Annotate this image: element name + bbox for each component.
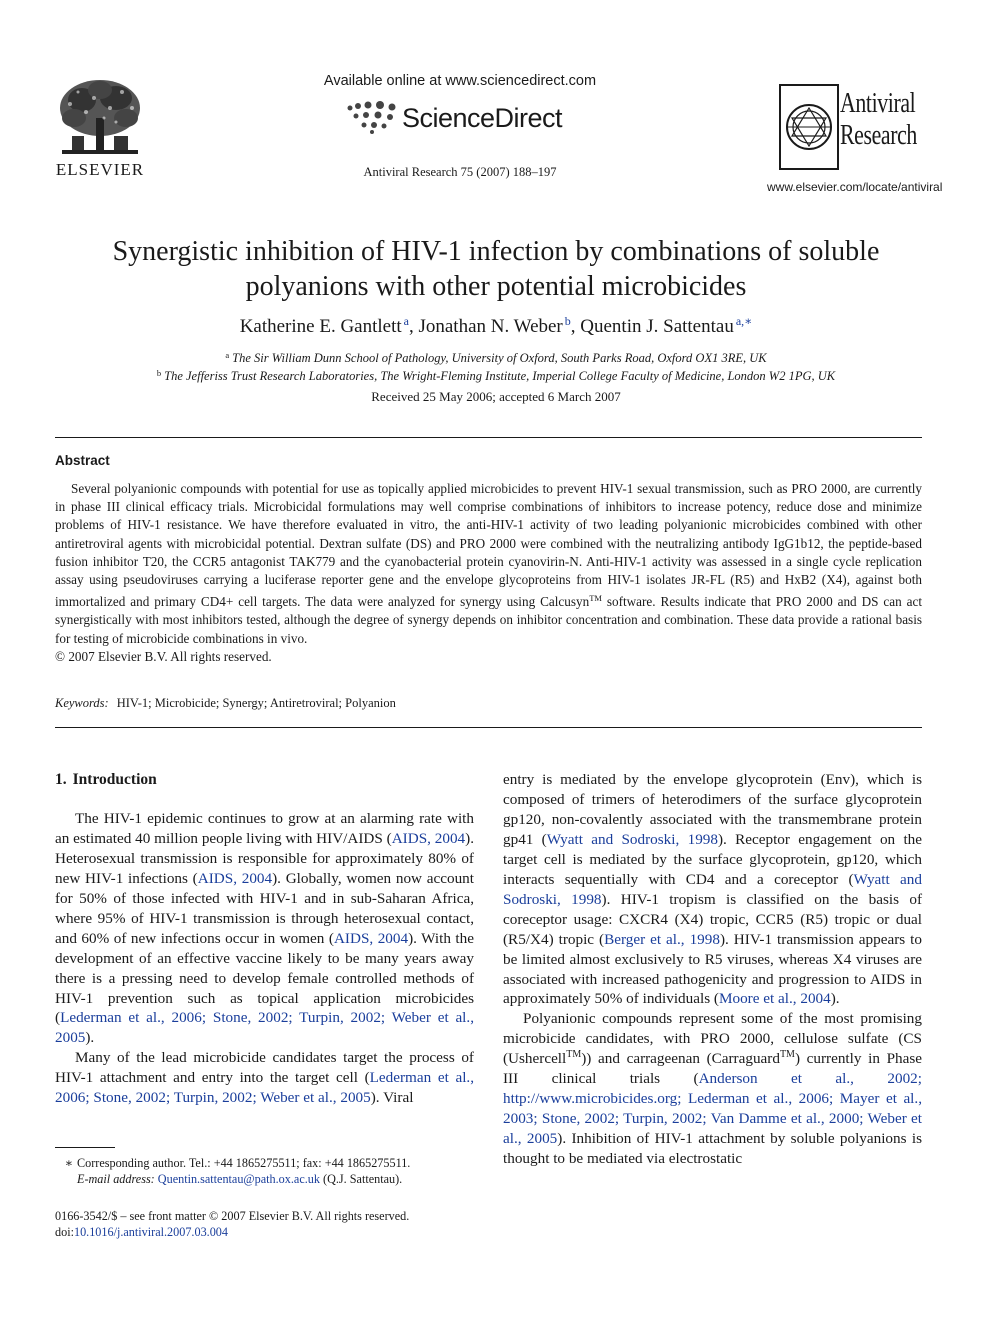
body-text: ). — [85, 1029, 95, 1047]
author-affil-mark[interactable]: a,∗ — [735, 314, 753, 328]
journal-name — [840, 88, 917, 152]
trademark-mark: TM — [589, 593, 602, 604]
body-text: ) currently in Phase III clinical trials ( — [503, 1050, 922, 1088]
journal-name-line1: Antiviral — [840, 88, 916, 119]
body-text: entry is mediated by the envelope glycoprotein (Env), which is composed of trimers of heterodimers of the surface glycoprotein gp120, non-covalently associated with the transmembrane protein gp41 ( — [503, 771, 922, 848]
footnote-line — [55, 1155, 474, 1171]
journal-url[interactable]: www.elsevier.com/locate/antiviral — [767, 180, 943, 194]
journal-citation: Antiviral Research 75 (2007) 188–197 — [363, 165, 557, 179]
citation-link[interactable]: Wyatt and Sodroski, 1998 — [546, 830, 718, 848]
email-link[interactable]: Quentin.sattentau@path.ox.ac.uk — [157, 1172, 320, 1186]
keywords-label: Keywords: — [55, 696, 109, 710]
email-suffix: (Q.J. Sattentau). — [319, 1172, 403, 1186]
body-text: ). — [830, 990, 840, 1008]
abstract-heading: Abstract — [55, 453, 110, 468]
author-affil-mark[interactable]: a — [403, 314, 409, 328]
received-dates: Received 25 May 2006; accepted 6 March 2007 — [371, 389, 621, 404]
available-online-text: Available online at www.sciencedirect.com — [323, 73, 597, 89]
footnote-line — [55, 1171, 474, 1187]
body-text: Polyanionic compounds represent some of the most promising microbicide candidates, with PRO 2000, cellulose sulfate (CS (Ushercell — [503, 1010, 922, 1068]
citation-link[interactable]: AIDS, 2004 — [197, 869, 273, 887]
author-affil-mark[interactable]: b — [564, 314, 571, 328]
citation-link[interactable]: Lederman et al., 2006; Stone, 2002; Turpin, 2002; Weber et al., 2005 — [55, 1009, 474, 1047]
footnote-divider — [55, 1147, 115, 1148]
journal-name-line2: Research — [840, 120, 917, 151]
body-text: ). With the development of an effective vaccine likely to be many years away there is a pressing need to develop female controlled methods of HIV-1 prevention such as topical application microbicides ( — [55, 929, 474, 1027]
citation-link[interactable]: Berger et al., 1998 — [604, 930, 720, 948]
section-heading — [55, 770, 474, 790]
right-column — [503, 770, 922, 1169]
title-line-1: Synergistic inhibition of HIV-1 infection by combinations of soluble — [112, 236, 880, 267]
trademark-mark: TM — [566, 1049, 582, 1061]
journal-emblem-icon — [779, 84, 839, 170]
body-paragraph — [55, 809, 474, 1048]
abstract-copyright: © 2007 Elsevier B.V. All rights reserved. — [55, 648, 272, 664]
author-separator: , — [408, 316, 419, 337]
affiliation — [60, 368, 932, 384]
sciencedirect-name: ScienceDirect — [402, 103, 563, 133]
body-text: ). HIV-1 transmission appears to be limited almost exclusively to R5 viruses, whereas X4 viruses are associated with increased pathogenicity and progression to AIDS in approximately 50% of individuals ( — [503, 930, 922, 1008]
affiliation-text: The Jefferiss Trust Research Laboratories, The Wright-Fleming Institute, Imperial College Faculty of Medicine, London W2 1PG, UK — [164, 369, 836, 383]
footnote-star: ∗ — [64, 1156, 73, 1170]
body-text: Many of the lead microbicide candidates target the process of HIV-1 attachment and entry into the target cell ( — [55, 1049, 474, 1087]
doi-label: doi: — [55, 1225, 74, 1239]
divider — [55, 727, 922, 728]
title-line-2: polyanions with other potential microbicides — [245, 271, 747, 302]
abstract-text: software. Results indicate that PRO 2000 and DS can act synergistically with most inhibitors tested, although the degree of synergy depends on inhibitor concentration and combination. These data provide a rational basis for testing of microbicide combinations in vivo. — [55, 594, 922, 646]
body-text: ). HIV-1 tropism is classified on the basis of coreceptor usage: CXCR4 (X4) tropic, CCR5 (R5) tropic or dual (R5/X4) tropic ( — [503, 890, 923, 948]
email-label: E-mail address: — [77, 1172, 155, 1186]
citation-link[interactable]: AIDS, 2004 — [333, 929, 409, 947]
body-text: ). Receptor engagement on the target cell is mediated by the surface glycoprotein, gp120, which interacts sequentially with CD4 and a coreceptor ( — [503, 830, 922, 888]
body-text: The HIV-1 epidemic continues to grow at an alarming rate with an estimated 40 million people living with HIV/AIDS ( — [55, 809, 474, 847]
citation-link[interactable]: AIDS, 2004 — [391, 829, 466, 847]
author-name: Quentin J. Sattentau — [580, 316, 734, 337]
article-title — [60, 234, 932, 304]
author-name: Jonathan N. Weber — [418, 316, 563, 337]
body-paragraph — [503, 1009, 922, 1169]
left-column — [55, 770, 474, 1108]
affiliation-text: The Sir William Dunn School of Pathology, University of Oxford, South Parks Road, Oxford OX1 3RE, UK — [232, 351, 767, 365]
footnote-contact: Corresponding author. Tel.: +44 1865275511; fax: +44 1865275511. — [77, 1156, 411, 1170]
doi-line — [55, 1224, 409, 1240]
issn-line: 0166-3542/$ – see front matter © 2007 Elsevier B.V. All rights reserved. — [55, 1209, 410, 1223]
body-text: )) and carrageenan (Carraguard — [581, 1050, 780, 1068]
author-list — [60, 314, 932, 338]
body-paragraph — [503, 770, 922, 1009]
author-separator: , — [570, 316, 581, 337]
author-name: Katherine E. Gantlett — [239, 316, 402, 337]
affiliation-mark: b — [156, 368, 162, 378]
section-number: 1. — [55, 771, 67, 788]
citation-link[interactable]: Moore et al., 2004 — [718, 990, 831, 1008]
front-matter — [55, 1208, 409, 1240]
divider — [55, 437, 922, 438]
body-text: ). Globally, women now account for 50% of those infected with HIV-1 and in sub-Saharan Africa, where 95% of HIV-1 transmission is through heterosexual contact, and 60% of new infections occur in women ( — [55, 869, 474, 947]
sciencedirect-dots-icon — [346, 100, 402, 134]
citation-link[interactable]: Wyatt and Sodroski, 1998 — [503, 870, 922, 908]
affiliation — [60, 350, 932, 366]
doi-link[interactable]: 10.1016/j.antiviral.2007.03.004 — [73, 1225, 228, 1239]
section-title: Introduction — [72, 771, 157, 788]
abstract-body — [55, 480, 922, 666]
body-text: ). Heterosexual transmission is responsible for approximately 80% of new HIV-1 infections ( — [55, 829, 474, 887]
body-text: ). Viral — [370, 1089, 414, 1107]
citation-link[interactable]: Anderson et al., 2002; http://www.microbicides.org; Lederman et al., 2006; Mayer et al., 2003; Stone, 2002; Turpin, 2002; Van Damme et al., 2000; Weber et al., 2005 — [503, 1070, 922, 1148]
abstract-paragraph — [55, 480, 922, 648]
abstract-text: Several polyanionic compounds with potential for use as topically applied microbicides to prevent HIV-1 sexual transmission, such as PRO 2000, are currently in phase III clinical efficacy trials. Microbicidal formulations may well comprise combinations of inhibitors to increase potency, reduce dose and minimize problems of HIV-1 resistance. We have therefore evaluated in vitro, the anti-HIV-1 activity of two leading polyanionic microbicides combined with other antiretroviral agents with microbicidal potential. Dextran sulfate (DS) and PRO 2000 were combined with the neutralizing antibody IgG1b12, the peptide-based fusion inhibitor T20, the CCR5 antagonist TAK779 and the cyanobacterial protein cyanovirin-N. Anti-HIV-1 activity was assessed in a single cycle replication assay using pseudoviruses carrying a luciferase reporter gene and the envelope glycoproteins from HIV-1 isolates JR-FL (R5) and HxB2 (X4), against both immortalized and primary CD4+ cell targets. The data were analyzed for synergy using Calcusyn — [55, 481, 922, 610]
corresponding-author-footnote — [55, 1155, 474, 1187]
publisher-name: ELSEVIER — [55, 160, 145, 179]
citation-link[interactable]: Lederman et al., 2006; Stone, 2002; Turpin, 2002; Weber et al., 2005 — [55, 1069, 475, 1107]
keywords-list: HIV-1; Microbicide; Synergy; Antiretroviral; Polyanion — [116, 696, 396, 710]
body-paragraph — [55, 1048, 474, 1108]
body-text: ). Inhibition of HIV-1 attachment by soluble polyanions is thought to be mediated via electrostatic — [503, 1130, 922, 1168]
trademark-mark: TM — [779, 1049, 795, 1061]
affiliation-mark: a — [225, 350, 230, 360]
keywords — [55, 696, 396, 711]
